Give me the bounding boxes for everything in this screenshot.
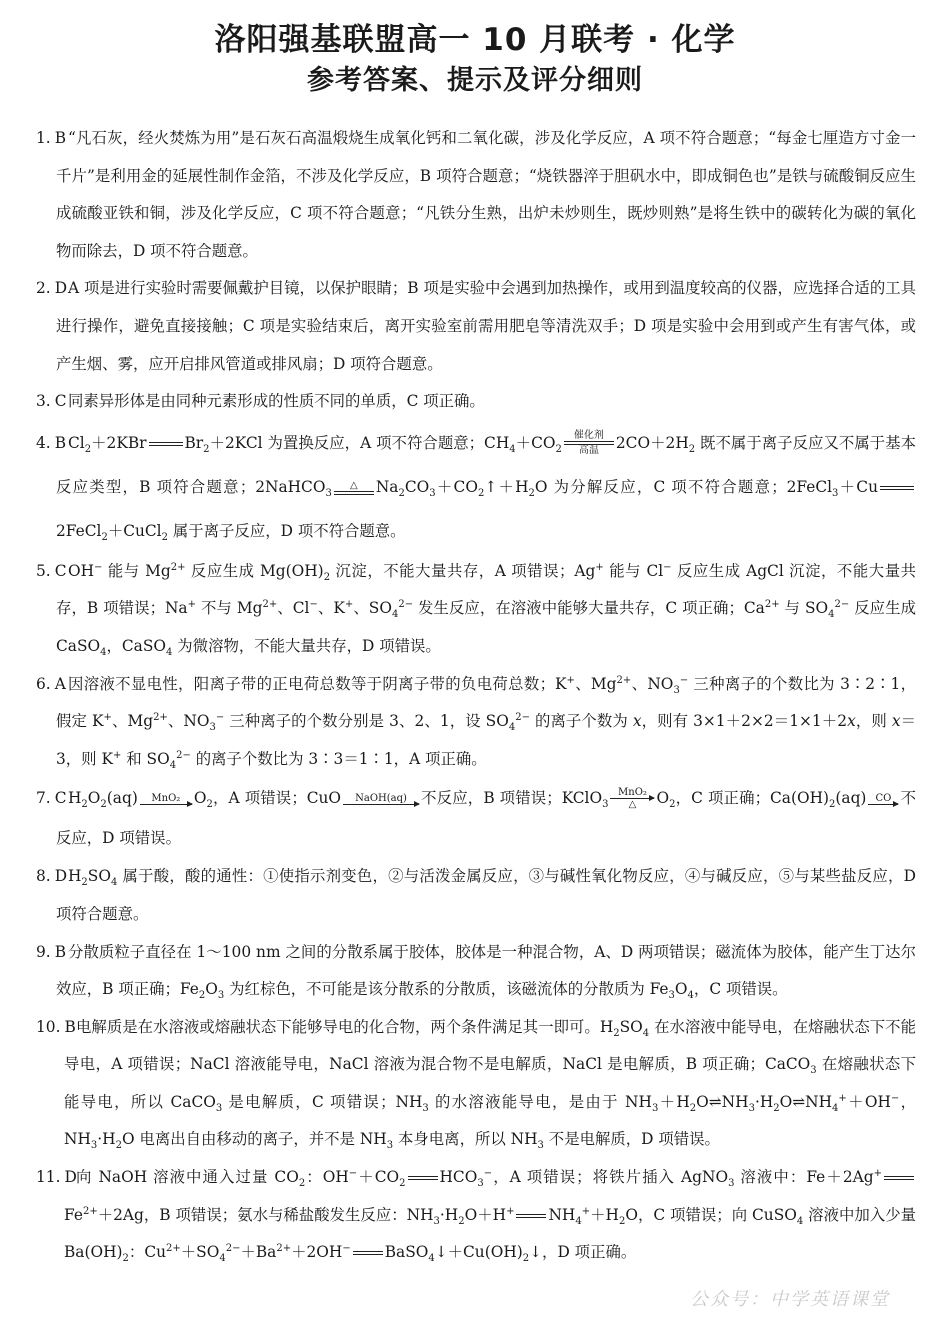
answer-key: C (54, 561, 67, 580)
answer-number: 5. (36, 561, 51, 580)
reaction-condition-arrow: CO (868, 794, 898, 805)
watermark: 公众号：中学英语课堂 (690, 1289, 890, 1310)
reaction-condition-arrow: 催化剂 高温 (564, 431, 614, 456)
answer-key: C (54, 392, 67, 411)
answer-text: 向 NaOH 溶液中通入过量 $CO_2$：$OH^-+CO_2$ $HCO_3^-$，A 项错误；将铁片插入 AgNO$_3$ 溶液中：Fe＋2Ag+ $Fe^{2+}+2Ag$，B 项错误；氨水与稀盐酸发生反应：$NH_3\cdot H_2O+H^+$ $NH_4^++H_2O$，C 项错误；向 CuSO$_4$ 溶液中加入少量 $Ba(OH)_2$：$Cu^{2+}+SO_4^{2-}+Ba^{2+}+2OH^-$ $BaSO_4↓+Cu(OH)_2↓$，D 项正确。 (64, 1167, 917, 1265)
answer-text: 同素异形体是由同种元素形成的性质不同的单质，C 项正确。 (68, 392, 485, 411)
answer-key: B (54, 129, 66, 147)
page-title: 洛阳强基联盟高一 10 月联考 · 化学 (214, 22, 736, 58)
equals-sign (353, 1251, 383, 1255)
equals-sign (516, 1214, 546, 1218)
answer-text: OH− 能与 $Mg^{2+}$ 反应生成 $Mg(OH)_2$ 沉淀，不能大量共存，A 项错误；Ag+ 能与 Cl− 反应生成 AgCl 沉淀，不能大量共存，B 项错误；Na+ 不与 $Mg^{2+}$、Cl−、K+、$SO_4^{2-}$ 发生反应，在溶液中能够大量共存，C 项正确；$Ca^{2+}$ 与 $SO_4^{2-}$ 反应生成 CaSO$_4$，CaSO$_4$ 为微溶物，不能大量共存，D 项错误。 (56, 561, 917, 659)
answer-text: 电解质是在水溶液或熔融状态下能够导电的化合物，两个条件满足其一即可。$H_2SO_4$ 在水溶液中能导电，在熔融状态下不能导电，A 项错误；NaCl 溶液能导电，NaCl 溶液为混合物不是电解质，NaCl 是电解质，B 项正确；CaCO$_3$ 在熔融状态下能导电，所以 CaCO$_3$ 是电解质，C 项错误；$NH_3$ 的水溶液能导电，是由于 $NH_3+H_2O\rightleftharpoons NH_3\cdot H_2O\rightleftharpoons NH_4^++OH^-$，$NH_3\cdot H_2O$ 电离出自由移动的离子，并不是 $NH_3$ 本身电离，所以 $NH_3$ 不是电解质，D 项错误。 (64, 1017, 916, 1152)
answer-item-8 (36, 858, 916, 933)
answer-key: D (54, 867, 68, 886)
equals-sign (408, 1176, 438, 1180)
answer-item-3 (36, 383, 916, 421)
answer-number: 9. (36, 942, 51, 961)
answer-key: B (64, 1017, 76, 1036)
answer-number: 8. (36, 867, 51, 886)
reaction-condition-arrow: MnO₂ △ (610, 788, 654, 810)
answer-number: 6. (36, 674, 51, 693)
answer-key: B (54, 433, 66, 452)
answer-text: 分散质粒子直径在 1～100 nm 之间的分散系属于胶体，胶体是一种混合物，A、D 两项错误；磁流体为胶体，能产生丁达尔效应，B 项正确；$Fe_2O_3$ 为红棕色，不可能是该分散系的分散质，该磁流体的分散质为 $Fe_3O_4$，C 项错误。 (56, 942, 916, 1002)
answer-number: 11. (36, 1168, 61, 1187)
equals-sign (149, 442, 183, 446)
answer-number: 7. (36, 789, 51, 808)
answer-item-11 (36, 1159, 916, 1272)
answer-number: 1. (36, 129, 51, 147)
answer-text: $Cl_2+2KBr$ $Br_2+2KCl$ 为置换反应，A 项不符合题意；$CH_4+CO_2$ 催化剂 高温 $2CO+2H_2$ 既不属于离子反应又不属于基本反应类型，B 项符合题意；2NaHCO$_3$ △ $Na_2CO_3+CO_2↑+H_2O$ 为分解反应，C 项不符合题意；2FeCl$_3$＋Cu 2FeCl$_2$＋CuCl$_2$ 属于离子反应，D 项不符合题意。 (56, 430, 916, 543)
equals-sign (884, 1176, 914, 1180)
answer-number: 4. (36, 433, 51, 452)
answer-item-1 (36, 120, 916, 270)
answer-item-9 (36, 934, 916, 1009)
answer-key: A (54, 674, 66, 693)
answer-item-6 (36, 666, 916, 779)
equals-sign (880, 486, 914, 490)
reaction-condition-arrow: MnO₂ (140, 794, 192, 805)
answer-number: 2. (36, 279, 51, 298)
answer-list (36, 120, 916, 1272)
answer-number: 10. (36, 1017, 61, 1036)
answer-key: D (54, 279, 68, 298)
answer-key: B (54, 942, 66, 961)
answer-text: 因溶液不显电性，阳离子带的正电荷总数等于阴离子带的负电荷总数；K+、$Mg^{2+}$、$NO_3^-$ 三种离子的个数比为 3∶2∶1，假定 K+、$Mg^{2+}$、$NO_3^-$ 三种离子的个数分别是 3、2、1，设 $SO_4^{2-}$ 的离子个数为 x，则有 3×1＋2×2＝1×1＋2x，则 x＝3，则 K+ 和 $SO_4^{2-}$ 的离子个数比为 3∶3＝1∶1，A 项正确。 (56, 674, 916, 771)
answer-number: 3. (36, 392, 51, 411)
answer-key: C (54, 789, 67, 808)
answer-item-5 (36, 553, 916, 666)
answer-text: “凡石灰，经火焚炼为用”是石灰石高温煅烧生成氧化钙和二氧化碳，涉及化学反应，A 项不符合题意；“每金七厘造方寸金一千片”是利用金的延展性制作金箔，不涉及化学反应，B 项符合题意；“烧铁器淬于胆矾水中，即成铜色也”是铁与硫酸铜反应生成硫酸亚铁和铜，涉及化学反应，C 项不符合题意；“凡铁分生熟，出炉未炒则生，既炒则熟”是将生铁中的碳转化为碳的氧化物而除去，D 项不符合题意。 (56, 129, 916, 260)
answer-item-7 (36, 778, 916, 858)
answer-item-10 (36, 1009, 916, 1159)
reaction-condition-arrow: △ (334, 481, 374, 495)
page-subtitle: 参考答案、提示及评分细则 (307, 65, 643, 96)
answer-item-2 (36, 270, 916, 383)
answer-key: D (64, 1168, 77, 1187)
answer-text: A 项是进行实验时需要佩戴护目镜，以保护眼睛；B 项是实验中会遇到加热操作，或用到温度较高的仪器，应选择合适的工具进行操作，避免直接接触；C 项是实验结束后，离开实验室前需用肥皂等清洗双手；D 项是实验中会用到或产生有害气体，或产生烟、雾，应开启排风管道或排风扇；D 项符合题意。 (56, 279, 916, 373)
answer-text: $H_2O_2(aq)$ MnO₂ $O_2$，A 项错误；CuO NaOH(aq) 不反应，B 项错误；KClO$_3$ MnO₂ △ $O_2$，C 项正确；$Ca(OH)_2(aq)$ CO 不反应，D 项错误。 (56, 787, 916, 848)
reaction-condition-arrow: NaOH(aq) (343, 794, 419, 805)
answer-text: $H_2SO_4$ 属于酸，酸的通性：①使指示剂变色，②与活泼金属反应，③与碱性氧化物反应，④与碱反应，⑤与某些盐反应，D 项符合题意。 (56, 867, 916, 923)
answer-item-4 (36, 421, 916, 553)
